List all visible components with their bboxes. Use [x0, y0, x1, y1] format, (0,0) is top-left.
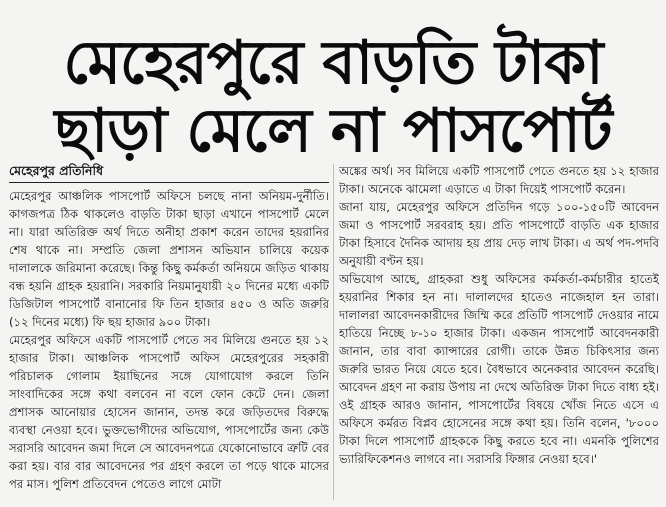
- byline: মেহেরপুর প্রতিনিধি: [9, 163, 104, 178]
- article-column-left: [9, 162, 329, 502]
- byline-rule: [9, 182, 329, 183]
- article-paragraph: জানা যায়, মেহেরপুর অফিসে প্রতিদিন গড়ে ১০০-১৫০টি আবেদন জমা ও পাসপোর্ট সরবরাহ হয়। প্রতি পাসপোর্টে বাড়তি এক হাজার টাকা হিসাবে দৈনিক আদায় হয় প্রায় দেড় লাখ টাকা। এ অর্থ পদ-পদবি অনুযায়ী বণ্টন হয়।: [339, 200, 659, 268]
- article-column-right: [339, 162, 659, 502]
- article-paragraph: মেহেরপুর আঞ্চলিক পাসপোর্ট অফিসে চলছে নানা অনিয়ম-দুর্নীতি। কাগজপত্র ঠিক থাকলেও বাড়তি টাকা ছাড়া এখানে পাসপোর্ট মেলে না। যারা অতিরিক্ত অর্থ দিতে অনীহা প্রকাশ করেন তাদের হয়রানির শেষ থাকে না। সম্প্রতি জেলা প্রশাসন অভিযান চালিয়ে কয়েক দালালকে জরিমানা করেছে। কিন্তু কিছু কর্মকর্তা অনিয়মে জড়িত থাকায় বন্ধ হয়নি গ্রাহক হয়রানি। সরকারি নিয়মানুযায়ী ২০ দিনের মধ্যে একটি ডিজিটাল পাসপোর্ট বানানোর ফি তিন হাজার ৪৫০ ও অতি জরুরি (১২ দিনের মধ্যে) ফি ছয় হাজার ৯০০ টাকা।: [9, 189, 329, 329]
- headline-line-2: ছাড়া মেলে না পাসপোর্ট: [54, 96, 612, 166]
- article-paragraph: অভিযোগ আছে, গ্রাহকরা শুধু অফিসের কর্মকর্তা-কর্মচারীর হাতেই হয়রানির শিকার হন না। দালালদের হাতেও নাজেহাল হন তারা। দালালরা আবেদনকারীদের জিম্মি করে প্রতিটি পাসপোর্ট দেওয়ার নামে হাতিয়ে নিচ্ছে ৮-১০ হাজার টাকা। একজন পাসপোর্ট আবেদনকারী জানান, তার বাবা ক্যান্সারের রোগী। তাকে উন্নত চিকিৎসার জন্য জরুরি ভারত নিয়ে যেতে হবে। বৈধভাবে অনেকবার আবেদন করেছি। আবেদন গ্রহণ না করায় উপায় না দেখে অতিরিক্ত টাকা দিতে বাধ্য হই। ওই গ্রাহক আরও জানান, পাসপোর্টের বিষয়ে খোঁজ নিতে এসে এ অফিসে কর্মরত বিপ্লব হোসেনের সঙ্গে কথা হয়। তিনি বলেন, '৮০০০ টাকা দিলে পাসপোর্ট গ্রাহককে কিছু করতে হবে না। এমনকি পুলিশের ভ্যারিফিকেশনও লাগবে না। সরাসরি ফিঙ্গার নেওয়া হবে।': [339, 272, 659, 466]
- article-paragraph: অঙ্কের অর্থ। সব মিলিয়ে একটি পাসপোর্ট পেতে গুনতে হয় ১২ হাজার টাকা। অনেকে ঝামেলা এড়াতে এ টাকা দিয়েই পাসপোর্ট করেন।: [339, 164, 659, 196]
- article-paragraph: মেহেরপুর অফিসে একটি পাসপোর্ট পেতে সব মিলিয়ে গুনতে হয় ১২ হাজার টাকা। আঞ্চলিক পাসপোর্ট অফিস মেহেরপুরের সহকারী পরিচালক গোলাম ইয়াছিনের সঙ্গে যোগাযোগ করলে তিনি সাংবাদিকের সঙ্গে কথা বলবেন না বলে ফোন কেটে দেন। জেলা প্রশাসক আনোয়ার হোসেন জানান, তদন্ত করে জড়িতদের বিরুদ্ধে ব্যবস্থা নেওয়া হবে। ভুক্তভোগীদের অভিযোগ, পাসপোর্টের জন্য কেউ সরাসরি আবেদন জমা দিলে সে আবেদনপত্রে যেকোনোভাবে ত্রুটি বের করা হয়। বার বার আবেদনের পর গ্রহণ করলে তা পড়ে থাকে মাসের পর মাস। পুলিশ প্রতিবেদন পেতেও লাগে মোটা: [9, 333, 329, 491]
- column-divider: [333, 164, 334, 500]
- headline-line-1: মেহেরপুরে বাড়তি টাকা: [63, 28, 603, 98]
